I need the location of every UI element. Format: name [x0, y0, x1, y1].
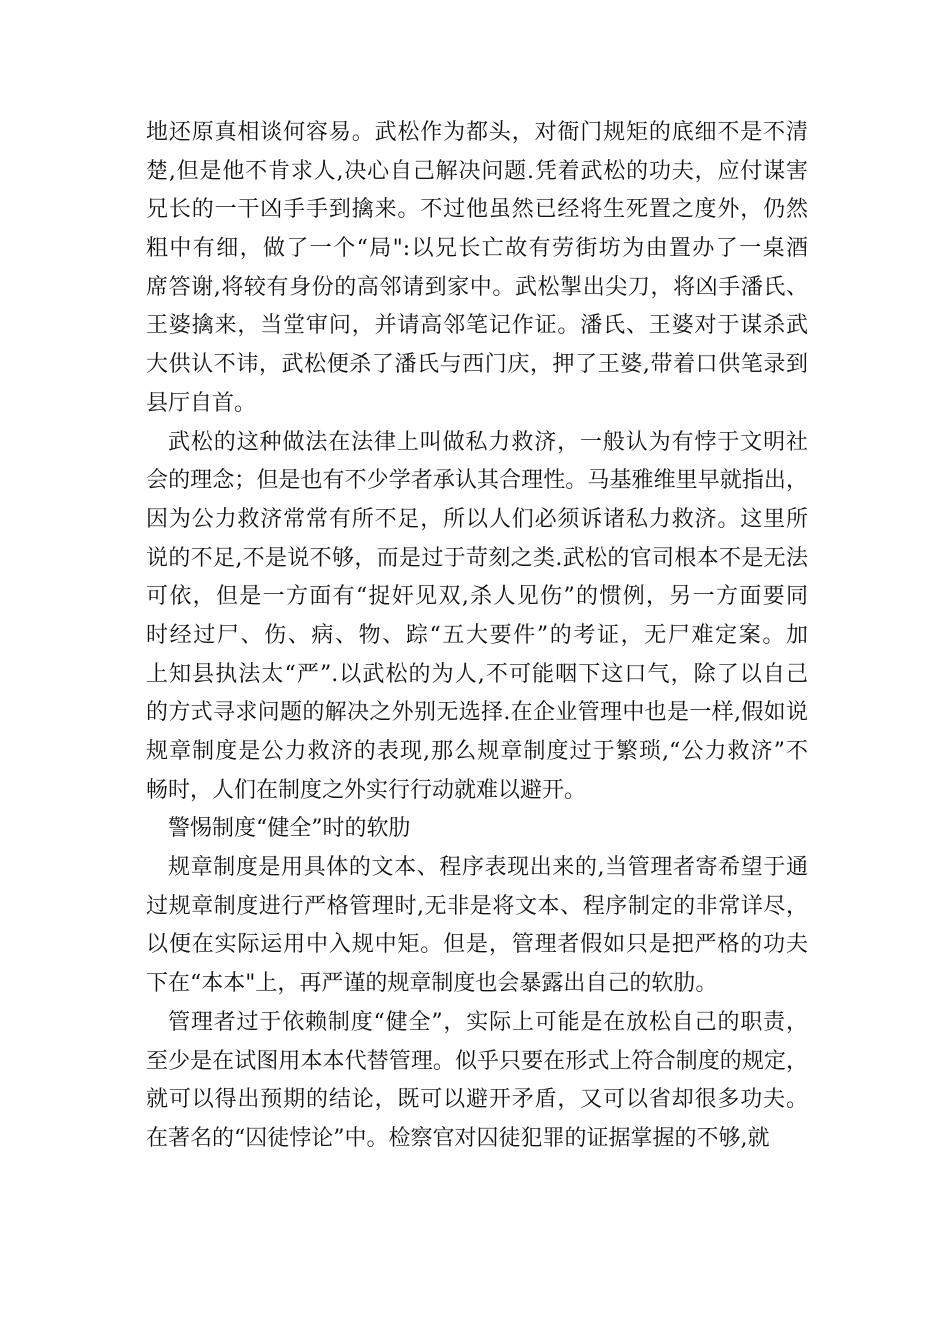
text-line: 会的理念；但是也有不少学者承认其合理性。马基雅维里早就指出， [146, 468, 808, 494]
text-line: 说的不足,不是说不够，而是过于苛刻之类.武松的官司根本不是无法 [146, 545, 808, 571]
text-line: 管理者过于依赖制度“健全”，实际上可能是在放松自己的职责， [168, 1009, 808, 1035]
text-line: 楚,但是他不肯求人,决心自己解决问题.凭着武松的功夫，应付谋害 [146, 158, 808, 184]
text-line: 警惕制度“健全”时的软肋 [168, 816, 411, 842]
text-line: 规章制度是公力救济的表现,那么规章制度过于繁琐,“公力救济”不 [146, 739, 808, 764]
text-line: 在著名的“囚徒悖论”中。检察官对囚徒犯罪的证据掌握的不够,就 [146, 1125, 770, 1151]
text-line: 时经过尸、伤、病、物、踪“五大要件”的考证，无尸难定案。加 [146, 622, 808, 648]
text-line: 至少是在试图用本本代替管理。似乎只要在形式上符合制度的规定， [146, 1048, 808, 1074]
document-body [146, 114, 808, 1159]
text-line: 武松的这种做法在法律上叫做私力救济，一般认为有悖于文明社 [168, 429, 808, 455]
text-line: 因为公力救济常常有所不足，所以人们必须诉诸私力救济。这里所 [146, 506, 808, 532]
text-line: 王婆擒来，当堂审问，并请高邻笔记作证。潘氏、王婆对于谋杀武 [146, 313, 808, 339]
text-line: 的方式寻求问题的解决之外别无选择.在企业管理中也是一样,假如说 [146, 700, 808, 726]
text-line: 粗中有细，做了一个“局":以兄长亡故有劳街坊为由置办了一桌酒 [146, 236, 808, 262]
text-line: 规章制度是用具体的文本、程序表现出来的,当管理者寄希望于通 [168, 855, 808, 881]
text-line: 县厅自首。 [146, 390, 257, 416]
paragraph [146, 114, 808, 424]
text-line: 畅时，人们在制度之外实行行动就难以避开。 [146, 777, 587, 803]
text-line: 可依，但是一方面有“捉奸见双,杀人见伤”的惯例，另一方面要同 [146, 584, 808, 610]
text-line: 席答谢,将较有身份的高邻请到家中。武松掣出尖刀，将凶手潘氏、 [146, 274, 808, 300]
text-line: 兄长的一干凶手手到擒来。不过他虽然已经将生死置之度外，仍然 [146, 197, 808, 223]
text-line: 大供认不讳，武松便杀了潘氏与西门庆，押了王婆,带着口供笔录到 [146, 352, 808, 378]
paragraph [146, 1004, 808, 1159]
text-line: 就可以得出预期的结论，既可以避开矛盾，又可以省却很多功夫。 [146, 1087, 808, 1113]
text-line: 过规章制度进行严格管理时,无非是将文本、程序制定的非常详尽， [146, 893, 808, 919]
paragraph [146, 424, 808, 811]
paragraph [146, 849, 808, 1004]
text-line: 地还原真相谈何容易。武松作为都头，对衙门规矩的底细不是不清 [146, 120, 808, 145]
text-line: 上知县执法太“严”.以武松的为人,不可能咽下这口气，除了以自己 [146, 661, 808, 687]
text-line: 以便在实际运用中入规中矩。但是，管理者假如只是把严格的功夫 [146, 932, 808, 958]
text-line: 下在“本本"上，再严谨的规章制度也会暴露出自己的软肋。 [146, 971, 718, 997]
paragraph [146, 810, 808, 849]
